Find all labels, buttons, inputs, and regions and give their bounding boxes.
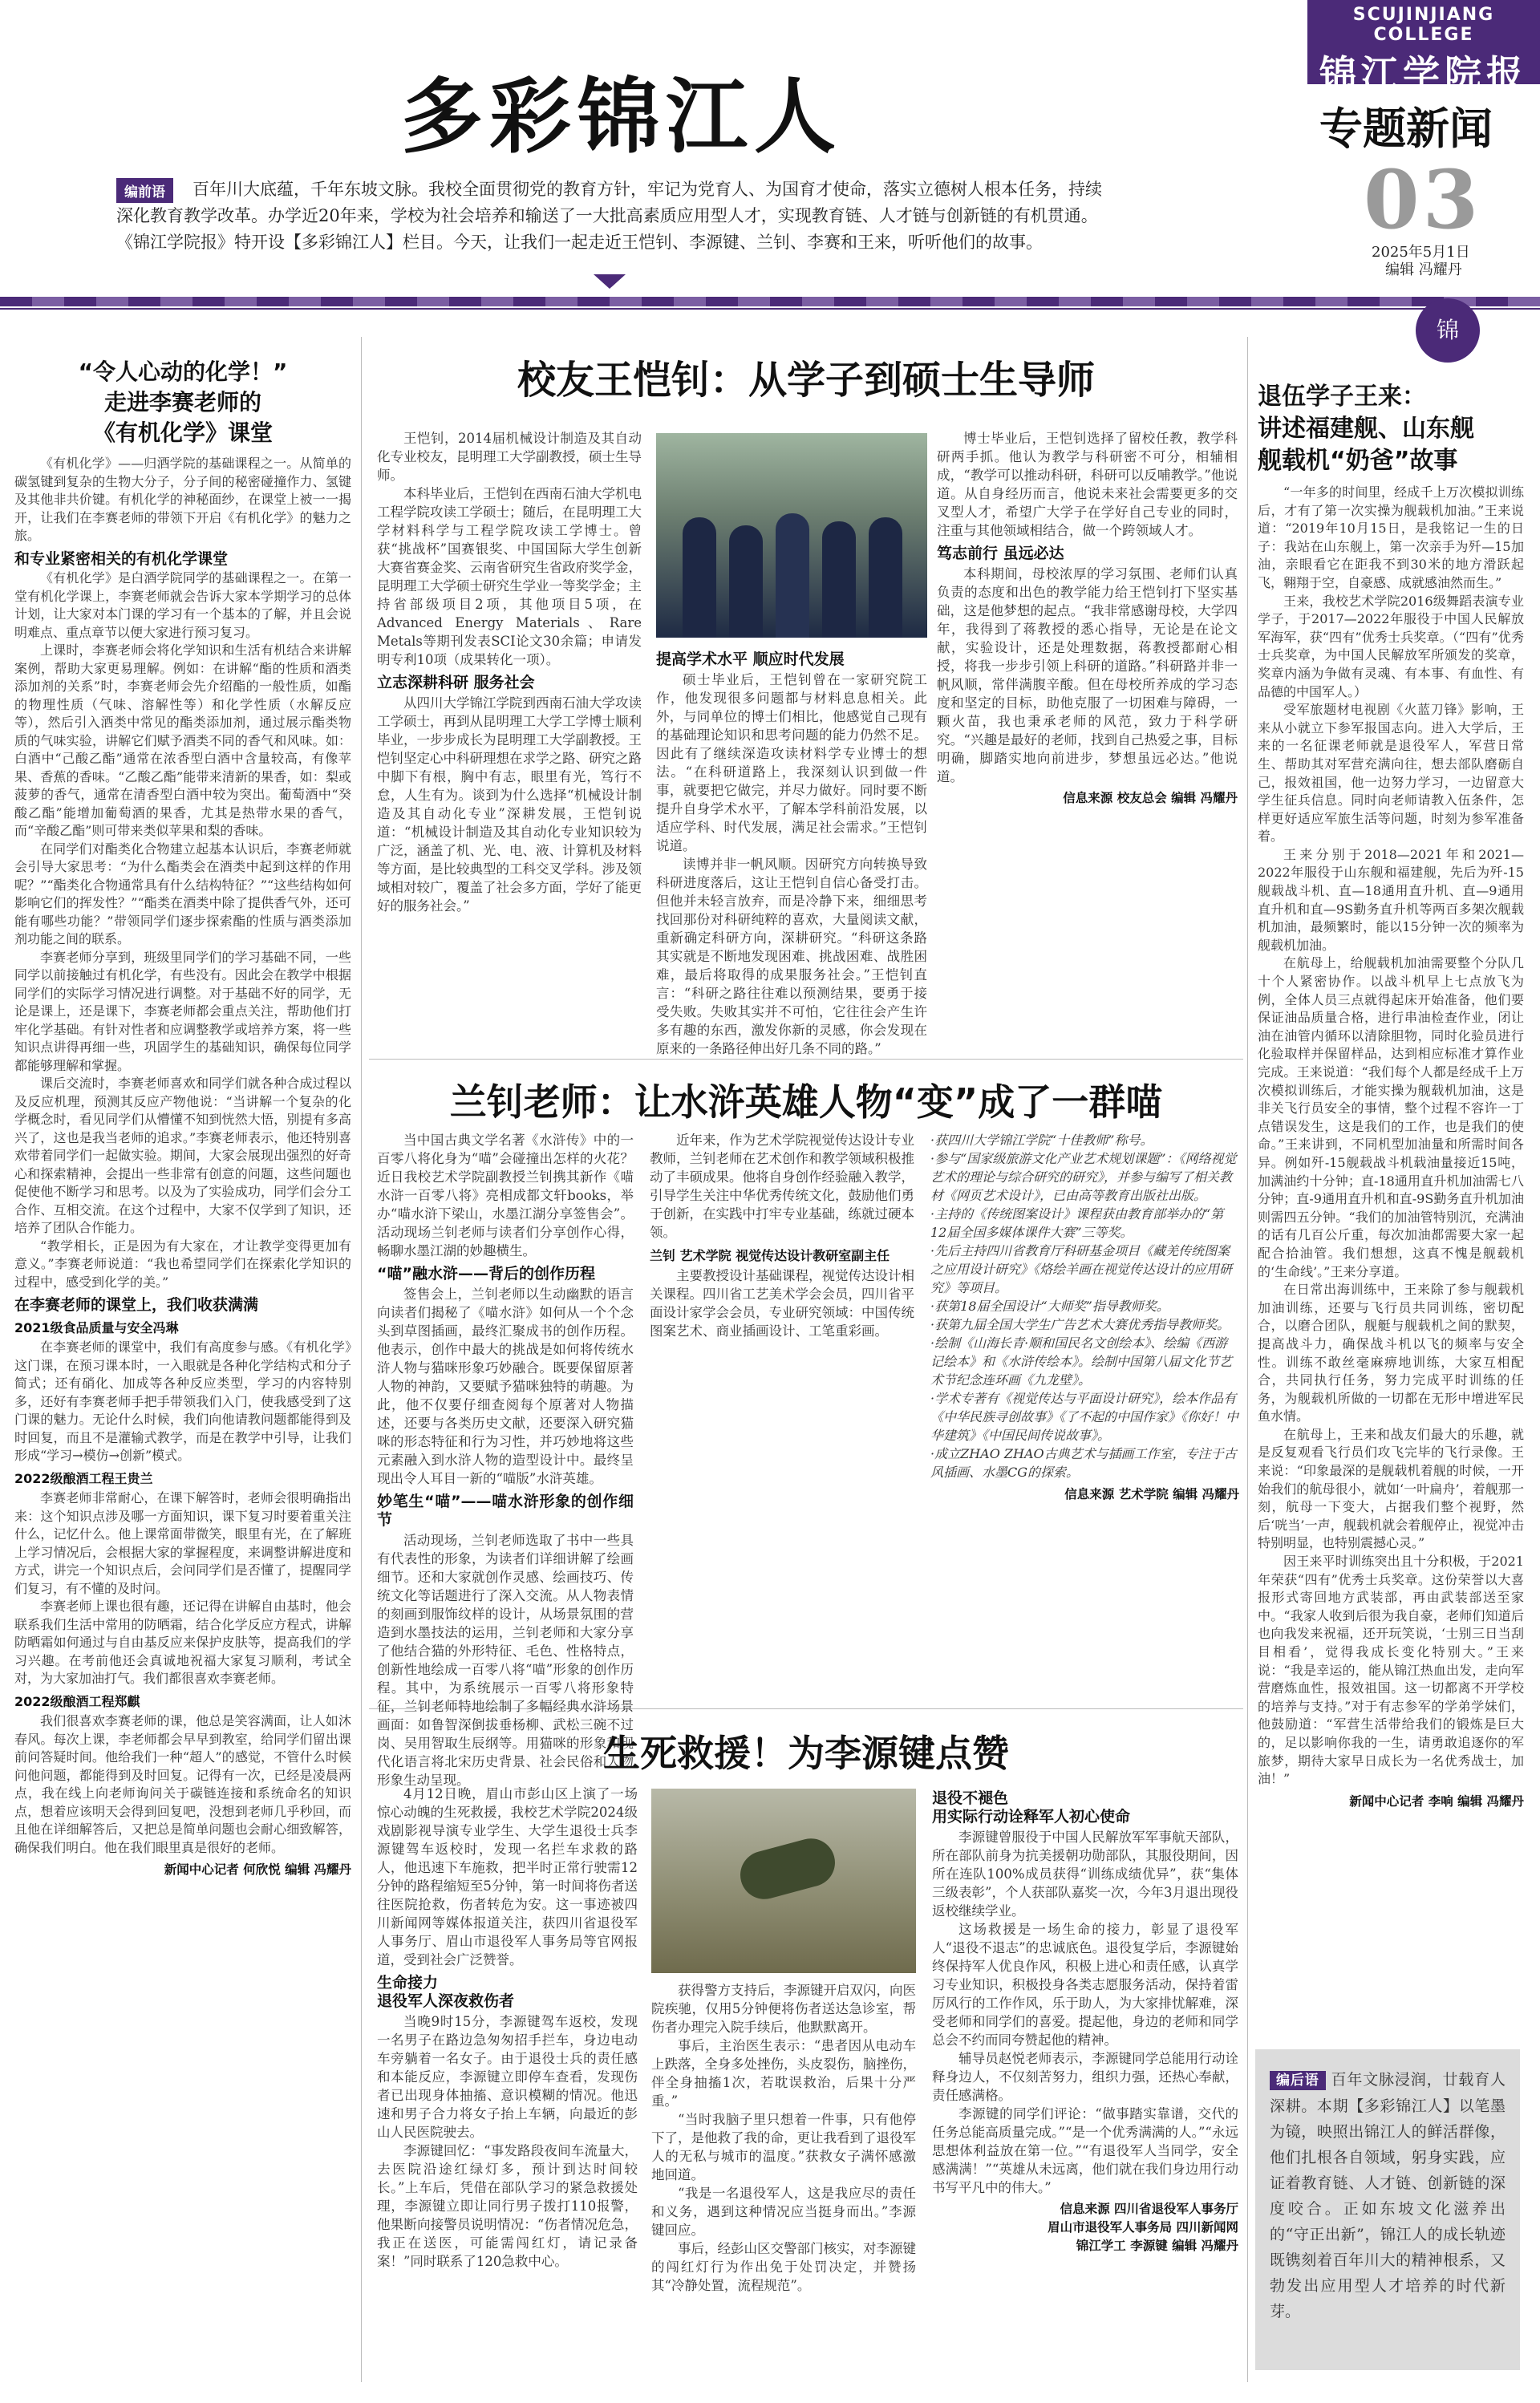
article-lisai xyxy=(14,357,351,1878)
subheading: 立志深耕科研 服务社会 xyxy=(377,674,535,691)
subheading: 兰钊 艺术学院 视觉传达设计教研室副主任 xyxy=(650,1248,890,1263)
editor-note-box xyxy=(1255,2049,1520,2370)
paragraph: 博士毕业后，王恺钊选择了留校任教，教学科研两手抓。他认为教学与科研密不可分，相辅相成，“教学可以推动科研，科研可以反哺教学。”他说道。从自身经历而言，他说未来社会需要更多的交叉型人才，希望广大学子在学好自己专业的同时，注重与其他领域相结合，做一个跨领域人才。 xyxy=(937,431,1238,538)
paragraph: 王来，我校艺术学院2016级舞蹈表演专业学子，于2017—2022年服役于中国人民解放军海军，获“四有”优秀士兵奖章。（“四有”优秀士兵奖章，为中国人民解放军所颁发的奖章，奖章内涵为争做有灵魂、有本事、有血性、有品德的中国军人。） xyxy=(1258,593,1524,699)
byline: 信息来源 校友总会 编辑 冯耀丹 xyxy=(1063,791,1238,805)
section-name: 专题新闻 xyxy=(1319,103,1493,154)
article-lanzhao-col2 xyxy=(650,1131,914,1340)
page-number: 03 xyxy=(1364,152,1482,247)
article-title: 退伍学子王来： 讲述福建舰、山东舰 舰载机“奶爸”故事 xyxy=(1258,383,1474,475)
subheading: 提高学术水平 顺应时代发展 xyxy=(656,650,845,668)
subheading: 和专业紧密相关的有机化学课堂 xyxy=(14,549,229,568)
paragraph: 在航母上，给舰载机加油需要整个分队几十个人紧密协作。以战斗机早上七点放飞为例，全体人员三点就得起床开始准备，他们要保证油品质量合格，进行串油检查作业，闭让油在油管内循环以清除胆物，同时化验员进行化验取样并保留样品，达到相应标准才算作业完成。王来说道：“我们每个人都是经成千上万次模拟训练后，才能实操为舰载机加油，这是非关飞行员安全的事情，整个过程不容许一丁点错误发生，这是我们的工作，也是我们的使命。”王来讲到，不同机型加油量和所需时间各异。例如歼-15舰载战斗机载油量接近15吨，加满油约十分钟；直-18通用直升机加油需七八分钟；直-9通用直升机和直-9S勤务直升机加油则需四五分钟。“我们的加油管特别沉，充满油的话有几百公斤重，每次加油都需要大家一起配合拾油管。我们想想，这真不愧是舰载机的‘生命线’。”王来分享道。 xyxy=(1258,955,1524,1279)
article-wangkaizhao-col1 xyxy=(377,429,642,915)
paragraph: 从四川大学锦江学院到西南石油大学攻读工学硕士，再到从昆明理工大学工学博士顺利毕业，一步步成长为昆明理工大学副教授。王恺钊坚定心中科研理想在求学之路、研究之路中脚下有根，胸中有志，眼里有光，笃行不怠，人生有为。谈到为什么选择“机械设计制造及其自动化专业”深耕发展，王恺钊说道：“机械设计制造及其自动化专业知识较为广泛，涵盖了机、光、电、液、计算机及材料等方面，是比较典型的工科交叉学科。涉及领域相对较广，覆盖了社会多方面，学好了能更好的服务社会。” xyxy=(377,695,642,914)
article-divider xyxy=(369,1059,1243,1060)
editor-note-tag: 编后语 xyxy=(1270,2071,1326,2090)
honor-item: ·获四川大学锦江学院“十佳教师”称号。 xyxy=(930,1133,1153,1148)
paragraph: 课后交流时，李赛老师喜欢和同学们就各种合成过程以及反应机理，预测其反应产物他说：“当讲解一个复杂的化学概念时，看见同学们从懵懂不知到恍然大悟，别提有多高兴了，这也是我当老师的追求。”李赛老师表示，他还特别喜欢带着同学们一起做实验。期间，大家会展现出强烈的好奇心和探索精神，会提出一些非常有创意的问题，这些问题也促使他不断学习和思考。以及为了实验成功，同学们会分工合作、互相交流。在这个过程中，大家不仅学到了知识，还培养了团队合作能力。 xyxy=(14,1076,351,1235)
paragraph: 主要教授设计基础课程，视觉传达设计相关课程。四川省工艺美术学会会员，四川省平面设计家学会会员，专业研究领域：中国传统图案艺术、商业插画设计、工笔重彩画。 xyxy=(650,1268,914,1339)
article-liyuanjian-col2 xyxy=(651,1981,916,2295)
paragraph: 活动现场，兰钊老师选取了书中一些具有代表性的形象，为读者们详细讲解了绘画细节。还和大家就创作灵感、绘画技巧、传统文化等话题进行了深入交流。从人物表情的刻画到服饰纹样的设计，从场景氛围的营造到水墨技法的运用，兰钊老师和大家分享了他结合猫的外形特征、毛色、性格特点，创新性地绘成一百零八将“喵”形象的创作历程。其中，为系统展示一百零八将形象特征，兰钊老师特地绘制了多幅经典水浒场景画面：如鲁智深倒拔垂杨柳、武松三碗不过岗、吴用智取生辰纲等。用猫咪的形象和现代化语言将北宋历史背景、社会民俗和人物形象生动呈现。 xyxy=(377,1533,634,1788)
paragraph: 《有机化学》——归酒学院的基础课程之一。从简单的碳氢键到复杂的生物大分子，分子间的秘密碰撞作力、氢键及其他非共价键。有机化学的神秘面纱，在课堂上被一一揭开，让我们在李赛老师的带领下开启《有机化学》的魅力之旅。 xyxy=(14,456,351,543)
subheading: 在李赛老师的课堂上，我们收获满满 xyxy=(14,1296,259,1314)
honors-list xyxy=(930,1131,1239,1481)
issue-editor: 编辑 冯耀丹 xyxy=(1385,261,1462,278)
paragraph: 获得警方支持后，李源键开启双闪，向医院疾驰，仅用5分钟便将伤者送达急诊室，帮伤者办理完入院手续后，他默默离开。 xyxy=(651,1983,916,2035)
masthead xyxy=(0,0,1540,289)
paragraph: 读博并非一帆风顺。因研究方向转换导致科研进度落后，这让王恺钊自信心备受打击。但他并未轻言放弃，而是冷静下来，细细思考找回那份对科研纯粹的喜欢，大量阅读文献，重新确定科研方向，深耕研究。“科研这条路其实就是不断地发现困难、挑战困难、战胜困难，最后将取得的成果服务社会。”王恺钊直言：“科研之路往往难以预测结果，要勇于接受失败。失败其实并不可怕，它往往会产生许多有趣的东西，激发你新的灵感，你会发现在原来的一条路径伸出好几条不同的路。” xyxy=(656,857,927,1056)
subheading: 退役不褪色 用实际行动诠释军人初心使命 xyxy=(932,1789,1131,1826)
newspaper-logo xyxy=(1307,0,1540,95)
paragraph: 在日常出海训练中，王来除了参与舰载机加油训练，还要与飞行员共同训练，密切配合，以磨合团队，舰艇与舰载机之间的默契，提高战斗力，确保战斗机以飞的频率与安全性。训练不敢丝毫麻痹地训练，大家互相配合，共同执行任务，努力完成平时训练的任务，为舰载机所做的一切都在无形中增进军民鱼水情。 xyxy=(1258,1282,1524,1424)
intro-tag: 编前语 xyxy=(116,178,173,203)
paragraph: 本科期间，母校浓厚的学习氛围、老师们认真负责的态度和出色的教学能力给王恺钊打下坚实基础，这是他梦想的起点。“我非常感谢母校，大学四年，我得到了蒋教授的悉心指导，无论是在论文献，实验设计，还是处理数据，蒋教授都耐心相授，将我一步步引领上科研的道路。”科研路并非一帆风顺，常伴满腹辛酸。但在母校所养成的学习态度和坚定的目标，助他克服了一切困难与障碍，一颗火苗，我也秉承老师的风范，致力于科学研究。“兴趣是最好的老师，找到自己热爱之事，目标明确，脚踏实地向前进步，梦想虽远必达。”他说道。 xyxy=(937,566,1238,784)
paragraph: 近年来，作为艺术学院视觉传达设计专业教师，兰钊老师在艺术创作和教学领域积极推动了丰硕成果。他将自身创作经验融入教学，引导学生关注中华优秀传统文化，鼓励他们勇于创新，在实践中打牢专业基础，练就过硬本领。 xyxy=(650,1133,914,1240)
editor-note-text: 百年文脉浸润，廿载育人深耕。本期【多彩锦江人】以笔墨为镜，映照出锦江人的鲜活群像，他们扎根各自领域，躬身实践，应证着教育链、人才链、创新链的深度咬合。正如东坡文化滋养出的“守正出新”，锦江人的成长轨迹既镌刻着百年川大的精神根系，又勃发出应用型人才培养的时代新芽。 xyxy=(1270,2071,1506,2320)
column-divider xyxy=(361,337,362,2382)
training-photo xyxy=(651,1789,916,1973)
paragraph: 硕士毕业后，王恺钊曾在一家研究院工作，他发现很多问题都与材料息息相关。此外，与同单位的博士们相比，他感觉自己现有的基础理论知识和思考问题的能力仍然不足。因此有了继续深造攻读材料学专业博士的想法。“在科研道路上，我深刻认识到做一件事，就要把它做完，并尽力做好。同时要不断提升自身学术水平，了解本学科前沿发展，以适应学科、时代发展，满足社会需求。”王恺钊说道。 xyxy=(656,672,927,853)
editor-note xyxy=(1270,2067,1506,2324)
honor-item: ·获第九届全国大学生广告艺术大赛优秀指导教师奖。 xyxy=(930,1317,1230,1332)
honor-item: ·主持的《传统图案设计》课程获由教育部举办的“第12届全国多媒体课件大赛”三等奖。 xyxy=(930,1206,1224,1240)
paragraph: 李赛老师分享到，班级里同学们的学习基础不同，一些同学以前接触过有机化学，有些没有。因此会在教学中根据同学们的实际学习情况进行调整。对于基础不好的同学，无论是课上，还是课下，李赛老师都会重点关注，帮助他们打牢化学基础。有针对性者和应调整教学或培养方案，将一些知识点讲得再细一些，巩固学生的基础知识，确保每位同学都能够理解和掌握。 xyxy=(14,949,351,1073)
paragraph: 辅导员赵悦老师表示，李源键同学总能用行动诠释身边人，不仅刻苦努力，组织力强，还热心奉献，责任感满格。 xyxy=(932,2051,1238,2103)
byline: 信息来源 艺术学院 编辑 冯耀丹 xyxy=(1064,1487,1239,1501)
article-title: “令人心动的化学！” 走进李赛老师的 《有机化学》课堂 xyxy=(78,359,288,446)
byline: 新闻中心记者 李响 编辑 冯耀丹 xyxy=(1349,1793,1524,1809)
paragraph: 4月12日晚，眉山市彭山区上演了一场惊心动魄的生死救援，我校艺术学院2024级戏剧影视导演专业学生、大学生退役士兵李源键驾车返校时，发现一名拦车求救的路人，他迅速下车施救，把半时正常行驶需12分钟的路程缩短至5分钟，第一时间将伤者送往医院抢救，伤者转危为安。这一事迹被四川新闻网等媒体报道关注，获四川省退役军人事务厅、眉山市退役军人事务局等官网报道，受到社会广泛赞誉。 xyxy=(377,1786,638,1967)
paragraph: “教学相长，正是因为有大家在，才让教学变得更加有意义。”李赛老师说道：“我也希望同学们在探索化学知识的过程中，感受到化学的美。” xyxy=(14,1238,351,1290)
byline: 眉山市退役军人事务局 四川新闻网 xyxy=(1048,2220,1238,2235)
college-emblem-icon: 锦 xyxy=(1416,298,1480,363)
article-lanzhao-col3 xyxy=(930,1131,1239,1502)
intro-text: 百年川大底蕴，千年东坡文脉。我校全面贯彻党的教育方针，牢记为党育人、为国育才使命，落实立德树人根本任务，持续深化教育教学改革。办学近20年来，学校为社会培养和输送了一大批高素质应用型人才，实现教育链、人才链与创新链的有机贯通。《锦江学院报》特开设【多彩锦江人】栏目。今天，让我们一起走近王恺钊、李源键、兰钊、李赛和王来，听听他们的故事。 xyxy=(116,180,1102,252)
honor-item: ·成立ZHAO ZHAO古典艺术与插画工作室，专注于古风插画、水墨CG的探索。 xyxy=(930,1446,1237,1480)
header-divider xyxy=(0,297,1540,306)
student-name: 2021级食品质量与安全冯琳 xyxy=(14,1319,179,1335)
paragraph: “我是一名退役军人，这是我应尽的责任和义务，遇到这种情况应当挺身而出。”李源键回应。 xyxy=(651,2186,916,2238)
subheading: 笃志前行 虽远必达 xyxy=(937,545,1064,562)
byline: 新闻中心记者 何欣悦 编辑 冯耀丹 xyxy=(164,1862,351,1877)
byline: 信息来源 四川省退役军人事务厅 xyxy=(1060,2202,1238,2216)
intro-arrow-icon xyxy=(594,274,626,289)
issue-date: 2025年5月1日 xyxy=(1372,244,1470,261)
paragraph: 这场救援是一场生命的接力，彰显了退役军人“退役不退志”的忠诚底色。退役复学后，李源键始终保持军人优良作风，积极上进心和责任感，认真学习专业知识，积极投身各类志愿服务活动，保持着雷厉风行的工作作风，乐于助人，为大家排忧解难，深受老师和同学们的喜爱。提起他，身边的老师和同学总会不约而同夸赞起他的精神。 xyxy=(932,1922,1238,2048)
honor-item: ·获第18届全国设计“大师奖”指导教师奖。 xyxy=(930,1299,1169,1314)
article-wangkaizhao-col2 xyxy=(656,646,927,1058)
paragraph: 受军旅题材电视剧《火蓝刀锋》影响，王来从小就立下参军报国志向。进入大学后，王来的一名征课老师就是退役军人，军营日常生、帮助其对军营充满向往，想去部队磨砺自己，报效祖国，他一边努力学习，一边留意大学生征兵信息。同时向老师请教入伍条件，怎样更好适应军旅生活等问题，时刻为参军准备着。 xyxy=(1258,702,1524,845)
paragraph: 李赛老师非常耐心，在课下解答时，老师会很明确指出来：这个知识点涉及哪一方面知识，课下复习时要着重关注什么，记忆什么。他上课常面带微笑，眼里有光，在了解班上学习情况后，会根据大家的掌握程度，来调整讲解进度和方式，讲完一个知识点后，会问同学们是否懂了，提醒同学们复习，有不懂的及时问。 xyxy=(14,1490,351,1596)
article-lanzhao-col1 xyxy=(377,1131,634,1789)
paragraph: 李赛老师上课也很有趣，还记得在讲解自由基时，他会联系我们生活中常用的防晒霜，结合化学反应方程式，讲解防晒霜如何通过与自由基反应来保护皮肤等，提高我们的学习兴趣。在考前他还会真诚地祝福大家复习顺利，考试全对，为大家加油打气。我们都很喜欢李赛老师。 xyxy=(14,1599,351,1686)
article-title: 生死救援！为李源键点赞 xyxy=(603,1732,1009,1775)
honor-item: ·绘制《山海长青·顺和国民名文创绘本》、绘编《西游记绘本》和《水浒传绘本》。绘制中国第八届文化节艺术节纪念连环画《九龙壁》。 xyxy=(930,1335,1233,1388)
honor-item: ·学术专著有《视觉传达与平面设计研究》，绘本作品有《中华民族寻创故事》《了不起的中国作家》《你好！中华建筑》《中国民间传说故事》。 xyxy=(930,1391,1239,1443)
honor-item: ·先后主持四川省教育厅科研基金项目《藏羌传统图案之应用设计研究》《烙绘羊画在视觉传达设计的应用研究》等项目。 xyxy=(930,1243,1233,1295)
paragraph: 本科毕业后，王恺钊在西南石油大学机电工程学院攻读工学硕士；随后，在昆明理工大学材料科学与工程学院攻读工学博士。曾获“挑战杯”国赛银奖、中国国际大学生创新大赛省赛金奖、云南省研究生省政府奖学金，昆明理工大学硕士研究生学业一等奖学金；主持省部级项目2项，其他项目5项，在Advanced Energy Materials、Rare Metals等期刊发表SCI论文30余篇；申请发明专利10项（成果转化一项）。 xyxy=(377,486,642,667)
article-wangkaizhao-col3 xyxy=(937,429,1238,808)
paragraph: 王来分别于2018—2021年和2021—2022年服役于山东舰和福建舰，先后为歼-15舰载战斗机、直—18通用直升机、直—9通用直升机和直—9S勤务直升机等两百多架次舰载机加油，最频繁时，能以15分钟一次的频率为舰载机加油。 xyxy=(1258,846,1524,953)
byline: 锦江学工 李源键 编辑 冯耀丹 xyxy=(1076,2239,1238,2253)
paragraph: 李源键曾服役于中国人民解放军军事航天部队，所在部队前身为抗美援朝功勋部队，其服役期间，因所在连队100%成员获得“训练成绩优异”，获“集体三级表彰”，个人获部队嘉奖一次，今年3月退出现役返校继续学业。 xyxy=(932,1830,1238,1919)
paragraph: 因王来平时训练突出且十分积极，于2021年荣获“四有”优秀士兵奖章。这份荣誉以大喜报形式寄回地方武装部，再由武装部送至家中。“我家人收到后很为我自豪，老师们知道后也向我发来祝福，还开玩笑说，‘士别三日当刮目相看’，觉得我成长变化特别大。”王来说：“我是幸运的，能从锦江热血出发，走向军营磨炼血性，报效祖国。这一切都离不开学校的培养与支持。”对于有志参军的学弟学妹们，他鼓励道：“军营生活带给我们的锻炼是巨大的，足以影响你我的一生，请勇敢追逐你的军旅梦，期待大家早日成长为一名优秀战士，加油！” xyxy=(1258,1554,1524,1787)
paragraph: 在同学们对酯类化合物建立起基本认识后，李赛老师就会引导大家思考：“为什么酯类会在酒类中起到这样的作用呢？”“酯类化合物通常具有什么结构特征？”“这些结构如何影响它们的挥发性？”“酯类在酒类中除了提供香气外，还可能有哪些功能？”带领同学们逐步探索酯的性质与酒类添加剂功能之间的联系。 xyxy=(14,841,351,946)
article-title: 校友王恺钊：从学子到硕士生导师 xyxy=(517,358,1095,403)
paragraph: 王恺钊，2014届机械设计制造及其自动化专业校友，昆明理工大学副教授，硕士生导师。 xyxy=(377,431,642,483)
paragraph: 事后，主治医生表示：“患者因从电动车上跌落，全身多处挫伤，头皮裂伤，脑挫伤，伴全身抽搐1次，若耽误救治，后果十分严重。” xyxy=(651,2038,916,2109)
logo-chinese: 锦江学院报 xyxy=(1319,52,1528,95)
paragraph: 上课时，李赛老师会将化学知识和生活有机结合来讲解案例，帮助大家更易理解。例如：在讲解“酯的性质和酒类添加剂的关系”时，李赛老师会先介绍酯的一般性质，如酯的物理性质（气味、溶解性等）和化学性质（水解反应等），然后引入酒类中常见的酯类添加剂，通过展示酯类物质的气味实验，讲解它们赋予酒类不同的香气和风味。如：白酒中“己酸乙酯”通常在浓香型白酒中含量较高，有像苹果、香蕉的香味。“乙酸乙酯”能带来清新的果香，如：梨或菠萝的香气，通常在清香型白酒中较为突出。葡萄酒中“癸酸乙酯”能增加葡萄酒的果香，尤其是热带水果的香气，而“辛酸乙酯”则可带来类似苹果和梨的香味。 xyxy=(14,642,351,838)
paragraph: 《有机化学》是白酒学院同学的基础课程之一。在第一堂有机化学课上，李赛老师就会告诉大家本学期学习的总体计划，让大家对本门课的学习有一个基本的了解，并且会说明难点、重点章节以便大家进行预习复习。 xyxy=(14,570,351,640)
paragraph: 我们很喜欢李赛老师的课，他总是笑容满面，让人如沐春风。每次上课，李老师都会早早到教室，给同学们留出课前问答疑时间。他给我们一种“超人”的感觉，不管什么时候问他问题，都能得到及时回复。记得有一次，已经是凌晨两点，我在线上向老师询问关于碳链连接和系统命名的知识点，想着应该明天会得到回复吧，没想到老师几乎秒回，而且他在详细解答后，又把总是简单问题也会耐心细致解答，确保我们明白。他在我们眼里真是很好的老师。 xyxy=(14,1713,351,1855)
page-title: 多彩锦江人 xyxy=(401,70,842,165)
paragraph: 在航母上，王来和战友们最大的乐趣，就是反复观看飞行员们攻飞完毕的飞行录像。王来说：“印象最深的是舰载机着舰的时候，一开始我们的航母很小，就如‘一叶扁舟’，着舰那一刻，航母一下变大，占据我们整个视野，然后‘咣当’一声，舰载机就会着舰停止，视觉冲击特别明显，也特别震撼心灵。” xyxy=(1258,1426,1524,1551)
subheading: 妙笔生“喵”——喵水浒形象的创作细节 xyxy=(377,1493,634,1529)
paragraph: 当中国古典文学名著《水浒传》中的一百零八将化身为“喵”会碰撞出怎样的火花？近日我校艺术学院副教授兰钊携其新作《喵水浒一百零八将》亮相成都文轩books，举办“喵水浒下梁山，水墨江湖分享签售会”。活动现场兰钊老师与读者们分享创作心得，畅聊水墨江湖的妙趣横生。 xyxy=(377,1133,634,1258)
article-title: 兰钊老师：让水浒英雄人物“变”成了一群喵 xyxy=(449,1080,1163,1124)
column-divider xyxy=(1247,337,1248,2382)
student-name: 2022级酿酒工程王贵兰 xyxy=(14,1470,153,1486)
header-divider-line xyxy=(0,308,1540,310)
honor-item: ·参与“国家级旅游文化产业艺术规划课题”：《网络视觉艺术的理论与综合研究的研究》，并参与编写了相关教材《网页艺术设计》，已由高等教育出版社出版。 xyxy=(930,1151,1237,1203)
logo-english: SCUJINJIANG COLLEGE xyxy=(1352,5,1495,45)
article-liyuanjian-col3 xyxy=(932,1785,1238,2255)
student-name: 2022级酿酒工程郑麒 xyxy=(14,1693,140,1709)
article-wanglai xyxy=(1258,381,1524,1809)
paragraph: 在李赛老师的课堂中，我们有高度参与感。《有机化学》这门课，在预习课本时，一入眼就是各种化学结构式和分子简式；还有硝化、加成等各种反应类型，学习的内容特别多，还好有李赛老师手把手带领我们入门，使我感受到了这门课的魅力。无论什么时候，我们向他请教问题都能得到及时回复，而且不是灌输式教学，而是在教学中引导，让我们形成“学习→模仿→创新”模式。 xyxy=(14,1339,351,1463)
paragraph: 李源键回忆：“事发路段夜间车流量大，去医院沿途红绿灯多，预计到达时间较长。”上车后，凭借在部队学习的紧急救援处理，李源键立即让同行男子拨打110报警，他果断向接警员说明情况：“伤者情况危急，我正在送医，可能需闯红灯，请记录备案！”同时联系了120急救中心。 xyxy=(377,2143,638,2269)
paragraph: “一年多的时间里，经成千上万次模拟训练后，才有了第一次实操为舰载机加油。”王来说道：“2019年10月15日，是我铭记一生的日子：我站在山东舰上，第一次亲手为歼—15加油，亲眼看它在距我不到30米的地方滑跃起飞，翱翔于空，自豪感、成就感油然而生。” xyxy=(1258,484,1524,590)
paragraph: “当时我脑子里只想着一件事，只有他停下了，是他救了我的命，更让我看到了退役军人的无私与城市的温度。”获救女子满怀感激地回道。 xyxy=(651,2112,916,2182)
paragraph: 签售会上，兰钊老师以生动幽默的语言向读者们揭秘了《喵水浒》如何从一个个念头到草图插画，最终汇聚成书的创作历程。他表示，创作中最大的挑战是如何将传统水浒人物与猫咪形象巧妙融合。既要保留原著人物的神韵，又要赋予猫咪独特的萌趣。为此，他不仅要仔细查阅每个原著对人物描述，还要与各类历史文献，还要深入研究猫咪的形态特征和行为习性，并巧妙地将这些元素融入到水浒人物的造型设计中。最终呈现出令人耳目一新的“喵版”水浒英雄。 xyxy=(377,1287,634,1486)
graduation-photo xyxy=(656,433,927,638)
article-liyuanjian-col1 xyxy=(377,1785,638,2271)
paragraph: 当晚9时15分，李源键驾车返校，发现一名男子在路边急匆匆招手拦车，身边电动车旁躺着一名女子。由于退役士兵的责任感和本能反应，李源键立即停车查看，发现伤者已出现身体抽搐、意识模糊的情况。他迅速和男子合力将女子抬上车辆，向最近的彭山人民医院驶去。 xyxy=(377,2014,638,2140)
subheading: “喵”融水浒——背后的创作历程 xyxy=(377,1265,595,1283)
paragraph: 事后，经彭山区交警部门核实，对李源键的闯红灯行为作出免于处罚决定，并赞扬其“冷静处置，流程规范”。 xyxy=(651,2241,916,2293)
paragraph: 李源键的同学们评论：“做事踏实靠谱，交代的任务总能高质量完成。”“是一个优秀满满的人。”“永远思想体利益放在第一位。”“有退役军人当同学，安全感满满！”“英雄从未远离，他们就在我们身边用行动书写平凡中的伟大。” xyxy=(932,2106,1238,2195)
intro-section xyxy=(116,170,1111,274)
subheading: 生命接力 退役军人深夜救伤者 xyxy=(377,1974,515,2010)
